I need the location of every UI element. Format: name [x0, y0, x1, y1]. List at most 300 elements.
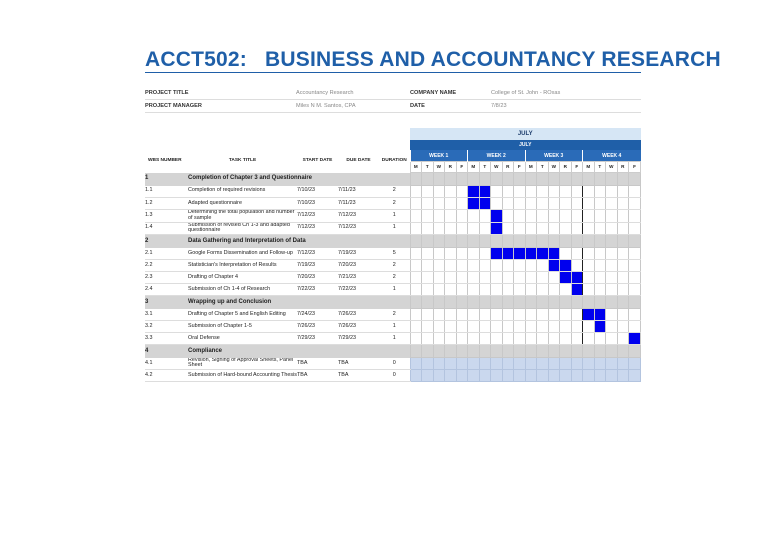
gantt-bar-cell [583, 309, 595, 321]
gantt-cell [445, 260, 457, 272]
start-date-cell [297, 370, 338, 382]
task-title-cell [188, 309, 297, 321]
duration-cell-text: 1 [392, 285, 396, 292]
gantt-cell [468, 358, 480, 370]
wbs-cell [145, 222, 188, 235]
task-title-cell-text: Submission of revised Ch 1-3 and adapted questionnaire [188, 222, 290, 234]
due-date-cell-text: 7/12/23 [338, 211, 356, 218]
gantt-cell [433, 248, 445, 260]
gantt-cell [491, 272, 503, 284]
duration-cell-text: 0 [392, 371, 396, 378]
gantt-cell [433, 284, 445, 296]
start-date-cell-text: 7/22/23 [297, 285, 315, 292]
gantt-cell [617, 296, 629, 309]
gantt-cell [479, 321, 491, 333]
gantt-cell [468, 333, 480, 345]
task-title-cell [188, 210, 297, 223]
wbs-cell-text: 2.2 [145, 261, 153, 268]
gantt-cell [422, 173, 434, 186]
duration-cell [379, 186, 410, 198]
due-date-cell [338, 198, 379, 210]
gantt-cell [560, 370, 572, 382]
gantt-cell [456, 235, 468, 248]
gantt-cell [560, 296, 572, 309]
day-header: F [456, 162, 468, 173]
gantt-cell [514, 260, 526, 272]
gantt-cell [525, 309, 537, 321]
gantt-cell [537, 198, 549, 210]
gantt-cell [548, 186, 560, 198]
gantt-cell [445, 345, 457, 358]
wbs-cell-text: 3.2 [145, 322, 153, 329]
gantt-cell [583, 198, 595, 210]
gantt-cell [514, 186, 526, 198]
gantt-cell [617, 284, 629, 296]
gantt-cell [502, 235, 514, 248]
gantt-cell [525, 260, 537, 272]
gantt-cell [606, 222, 618, 235]
gantt-cell [525, 198, 537, 210]
gantt-cell [571, 333, 583, 345]
company-label: COMPANY NAME [410, 90, 457, 96]
wbs-cell [145, 333, 188, 345]
gantt-cell [594, 173, 606, 186]
gantt-cell [606, 370, 618, 382]
gantt-cell [571, 222, 583, 235]
gantt-cell [617, 173, 629, 186]
gantt-cell [491, 284, 503, 296]
gantt-cell [410, 198, 422, 210]
gantt-cell [433, 333, 445, 345]
task-title-cell [188, 198, 297, 210]
start-date-cell-text: 7/12/23 [297, 249, 315, 256]
gantt-cell [514, 198, 526, 210]
gantt-cell [629, 173, 641, 186]
task-title-cell-text: Statistician's Interpretation of Results [188, 261, 277, 268]
gantt-cell [479, 333, 491, 345]
gantt-cell [422, 296, 434, 309]
duration-cell-text: 0 [392, 359, 396, 366]
task-title-cell-text: Submission of Chapter 1-5 [188, 322, 252, 329]
gantt-cell [468, 210, 480, 223]
gantt-cell [606, 186, 618, 198]
duration-cell-text: 2 [392, 261, 396, 268]
gantt-bar-cell [525, 248, 537, 260]
gantt-cell [445, 333, 457, 345]
gantt-cell [445, 321, 457, 333]
gantt-cell [433, 345, 445, 358]
gantt-cell [410, 284, 422, 296]
gantt-cell [456, 198, 468, 210]
duration-cell [379, 198, 410, 210]
wbs-cell-text: 2.4 [145, 285, 153, 292]
wbs-cell [145, 370, 188, 382]
duration-cell-text: 2 [392, 199, 396, 206]
task-title-cell-text: Determining the total population and number of sample [188, 209, 295, 221]
due-date-cell-text: 7/20/23 [338, 261, 356, 268]
gantt-cell [629, 284, 641, 296]
gantt-cell [422, 358, 434, 370]
day-header: M [583, 162, 595, 173]
gantt-cell [479, 248, 491, 260]
gantt-cell [525, 296, 537, 309]
start-date-cell [297, 309, 338, 321]
gantt-cell [422, 370, 434, 382]
gantt-cell [479, 235, 491, 248]
gantt-cell [571, 321, 583, 333]
due-date-cell-text: 7/11/23 [338, 187, 356, 194]
gantt-cell [410, 222, 422, 235]
gantt-cell [606, 309, 618, 321]
task-title-cell-text: Drafting of Chapter 4 [188, 273, 239, 280]
gantt-bar-cell [514, 248, 526, 260]
due-date-cell-text: 7/12/23 [338, 224, 356, 231]
gantt-cell [537, 222, 549, 235]
wbs-cell-text: 4.1 [145, 359, 153, 366]
gantt-cell [571, 186, 583, 198]
gantt-cell [410, 309, 422, 321]
gantt-cell [594, 248, 606, 260]
gantt-cell [629, 321, 641, 333]
gantt-cell [594, 186, 606, 198]
duration-cell [379, 370, 410, 382]
gantt-cell [433, 358, 445, 370]
gantt-cell [422, 321, 434, 333]
due-date-cell-text: 7/19/23 [338, 249, 356, 256]
gantt-cell [560, 345, 572, 358]
gantt-cell [445, 235, 457, 248]
gantt-cell [606, 235, 618, 248]
gantt-cell [617, 198, 629, 210]
gantt-cell [583, 358, 595, 370]
week-3-header: WEEK 3 [525, 150, 583, 162]
gantt-cell [548, 296, 560, 309]
duration-cell-text: 2 [392, 187, 396, 194]
gantt-cell [594, 210, 606, 223]
due-date-cell [338, 309, 379, 321]
gantt-cell [606, 333, 618, 345]
gantt-cell [468, 222, 480, 235]
gantt-cell [456, 284, 468, 296]
gantt-cell [617, 321, 629, 333]
due-date-cell-text: 7/26/23 [338, 310, 356, 317]
gantt-cell [560, 284, 572, 296]
gantt-cell [606, 272, 618, 284]
gantt-cell [583, 333, 595, 345]
gantt-bar-cell [571, 272, 583, 284]
duration-cell-text: 1 [392, 322, 396, 329]
gantt-cell [456, 210, 468, 223]
gantt-cell [617, 309, 629, 321]
gantt-bar-cell [468, 186, 480, 198]
section-row [145, 173, 641, 186]
gantt-cell [594, 260, 606, 272]
project-title-value: Accountancy Research [296, 90, 354, 96]
task-row [145, 248, 641, 260]
due-date-cell [338, 260, 379, 272]
wbs-cell [145, 296, 188, 309]
gantt-cell [514, 321, 526, 333]
gantt-cell [445, 198, 457, 210]
due-date-cell [338, 210, 379, 223]
gantt-cell [594, 345, 606, 358]
task-row [145, 260, 641, 272]
duration-cell [379, 222, 410, 235]
gantt-cell [617, 260, 629, 272]
gantt-cell [468, 272, 480, 284]
wbs-cell [145, 272, 188, 284]
gantt-cell [514, 235, 526, 248]
day-header: F [571, 162, 583, 173]
gantt-cell [548, 198, 560, 210]
gantt-cell [594, 272, 606, 284]
gantt-cell [456, 321, 468, 333]
gantt-cell [433, 260, 445, 272]
gantt-cell [606, 260, 618, 272]
gantt-cell [537, 260, 549, 272]
gantt-cell [583, 173, 595, 186]
wbs-header: WBS NUMBER [148, 158, 182, 164]
gantt-cell [514, 222, 526, 235]
day-header: M [410, 162, 422, 173]
gantt-cell [617, 222, 629, 235]
gantt-cell [583, 260, 595, 272]
gantt-cell [560, 309, 572, 321]
task-row [145, 272, 641, 284]
wbs-cell [145, 345, 188, 358]
due-date-cell [338, 186, 379, 198]
gantt-bar-cell [502, 248, 514, 260]
duration-cell [379, 358, 410, 370]
gantt-cell [571, 309, 583, 321]
gantt-table [145, 128, 641, 382]
duration-cell-text: 5 [392, 249, 396, 256]
gantt-cell [617, 235, 629, 248]
task-title-cell [188, 235, 410, 248]
gantt-cell [502, 309, 514, 321]
gantt-cell [502, 198, 514, 210]
month-header: JULY [410, 128, 641, 140]
wbs-cell-text: 1.3 [145, 211, 153, 218]
start-date-cell [297, 198, 338, 210]
meta-divider [145, 99, 641, 100]
gantt-cell [433, 186, 445, 198]
gantt-cell [514, 173, 526, 186]
gantt-cell [525, 358, 537, 370]
start-date-cell-text: TBA [297, 359, 308, 366]
gantt-cell [410, 173, 422, 186]
gantt-cell [491, 235, 503, 248]
due-header: DUE DATE [346, 158, 371, 164]
start-date-cell-text: 7/20/23 [297, 273, 315, 280]
gantt-cell [410, 296, 422, 309]
wbs-cell-text: 4 [145, 347, 149, 354]
gantt-bar-cell [479, 198, 491, 210]
duration-cell [379, 333, 410, 345]
gantt-cell [491, 260, 503, 272]
task-title-cell-text: Oral Defense [188, 334, 220, 341]
day-header: R [617, 162, 629, 173]
gantt-cell [422, 333, 434, 345]
task-row [145, 370, 641, 382]
gantt-cell [594, 235, 606, 248]
gantt-cell [583, 370, 595, 382]
gantt-cell [525, 210, 537, 223]
gantt-cell [479, 284, 491, 296]
gantt-cell [537, 345, 549, 358]
gantt-cell [548, 173, 560, 186]
gantt-cell [456, 358, 468, 370]
company-value: College of St. John - ROxas [491, 90, 561, 96]
gantt-cell [456, 296, 468, 309]
task-title-cell [188, 333, 297, 345]
gantt-cell [560, 358, 572, 370]
date-value: 7/8/23 [491, 103, 507, 109]
month-subheader: JULY [410, 140, 641, 150]
gantt-cell [548, 235, 560, 248]
header-spacer [145, 128, 410, 140]
gantt-cell [548, 222, 560, 235]
task-title-cell-text: Submission of Ch 1-4 of Research [188, 285, 271, 292]
gantt-cell [583, 284, 595, 296]
wbs-cell [145, 248, 188, 260]
gantt-cell [422, 309, 434, 321]
due-date-cell-text: TBA [338, 371, 349, 378]
gantt-cell [491, 370, 503, 382]
gantt-cell [491, 186, 503, 198]
gantt-cell [456, 370, 468, 382]
header-spacer [145, 140, 410, 150]
due-date-cell-text: 7/22/23 [338, 285, 356, 292]
due-date-cell [338, 370, 379, 382]
task-title-cell [188, 358, 297, 370]
gantt-cell [479, 260, 491, 272]
due-date-cell-text: 7/26/23 [338, 322, 356, 329]
gantt-cell [502, 358, 514, 370]
gantt-cell [445, 248, 457, 260]
start-date-cell-text: 7/10/23 [297, 187, 315, 194]
gantt-cell [617, 248, 629, 260]
gantt-cell [537, 284, 549, 296]
due-date-cell [338, 272, 379, 284]
start-date-cell [297, 222, 338, 235]
gantt-cell [456, 186, 468, 198]
gantt-cell [571, 173, 583, 186]
start-date-cell-text: 7/19/23 [297, 261, 315, 268]
day-header: T [479, 162, 491, 173]
gantt-cell [433, 222, 445, 235]
due-date-cell [338, 248, 379, 260]
page-title: ACCT502: BUSINESS AND ACCOUNTANCY RESEARCH [145, 48, 721, 71]
wbs-cell-text: 4.2 [145, 371, 153, 378]
duration-cell [379, 309, 410, 321]
start-date-cell [297, 260, 338, 272]
start-date-cell-text: 7/26/23 [297, 322, 315, 329]
gantt-cell [548, 284, 560, 296]
day-header: W [548, 162, 560, 173]
wbs-cell-text: 1.1 [145, 187, 153, 194]
gantt-cell [594, 284, 606, 296]
day-header: T [537, 162, 549, 173]
task-title-cell [188, 272, 297, 284]
gantt-cell [617, 370, 629, 382]
gantt-cell [502, 210, 514, 223]
gantt-cell [502, 345, 514, 358]
gantt-cell [629, 198, 641, 210]
wbs-cell [145, 186, 188, 198]
gantt-cell [571, 370, 583, 382]
gantt-cell [514, 358, 526, 370]
due-date-cell-text: 7/11/23 [338, 199, 356, 206]
gantt-cell [548, 309, 560, 321]
gantt-bar-cell [548, 248, 560, 260]
due-date-cell [338, 358, 379, 370]
start-date-cell [297, 210, 338, 223]
gantt-cell [537, 309, 549, 321]
wbs-cell-text: 2.3 [145, 273, 153, 280]
task-title-cell [188, 321, 297, 333]
duration-cell [379, 321, 410, 333]
gantt-cell [479, 358, 491, 370]
gantt-cell [422, 248, 434, 260]
gantt-cell [525, 272, 537, 284]
gantt-cell [491, 296, 503, 309]
gantt-cell [445, 296, 457, 309]
gantt-cell [560, 333, 572, 345]
gantt-cell [560, 321, 572, 333]
wbs-cell-text: 1.4 [145, 224, 153, 231]
gantt-cell [456, 173, 468, 186]
gantt-cell [491, 198, 503, 210]
gantt-cell [456, 345, 468, 358]
gantt-cell [479, 370, 491, 382]
gantt-cell [410, 333, 422, 345]
gantt-cell [571, 210, 583, 223]
gantt-cell [514, 284, 526, 296]
gantt-cell [410, 345, 422, 358]
task-row [145, 222, 641, 235]
gantt-cell [514, 370, 526, 382]
task-title-cell-text: Completion of required revisions [188, 187, 266, 194]
due-date-cell [338, 222, 379, 235]
gantt-cell [571, 248, 583, 260]
gantt-cell [594, 333, 606, 345]
wbs-cell-text: 3 [145, 298, 149, 305]
gantt-cell [525, 222, 537, 235]
task-row [145, 284, 641, 296]
gantt-cell [491, 321, 503, 333]
wbs-cell-text: 3.3 [145, 334, 153, 341]
duration-cell [379, 272, 410, 284]
gantt-cell [422, 260, 434, 272]
gantt-cell [583, 321, 595, 333]
gantt-bar-cell [468, 198, 480, 210]
gantt-cell [422, 222, 434, 235]
task-row [145, 358, 641, 370]
gantt-cell [629, 248, 641, 260]
wbs-cell-text: 3.1 [145, 310, 153, 317]
task-title-cell-text: Revision, Signing of Approval Sheets, Panel Sheet [188, 357, 294, 369]
task-title-cell-text: Drafting of Chapter 5 and English Editing [188, 310, 286, 317]
gantt-cell [479, 296, 491, 309]
task-header: TASK TITLE [228, 158, 257, 164]
start-date-cell [297, 333, 338, 345]
wbs-cell [145, 198, 188, 210]
gantt-cell [502, 272, 514, 284]
start-date-cell-text: TBA [297, 371, 308, 378]
start-date-cell-text: 7/12/23 [297, 211, 315, 218]
gantt-cell [445, 272, 457, 284]
